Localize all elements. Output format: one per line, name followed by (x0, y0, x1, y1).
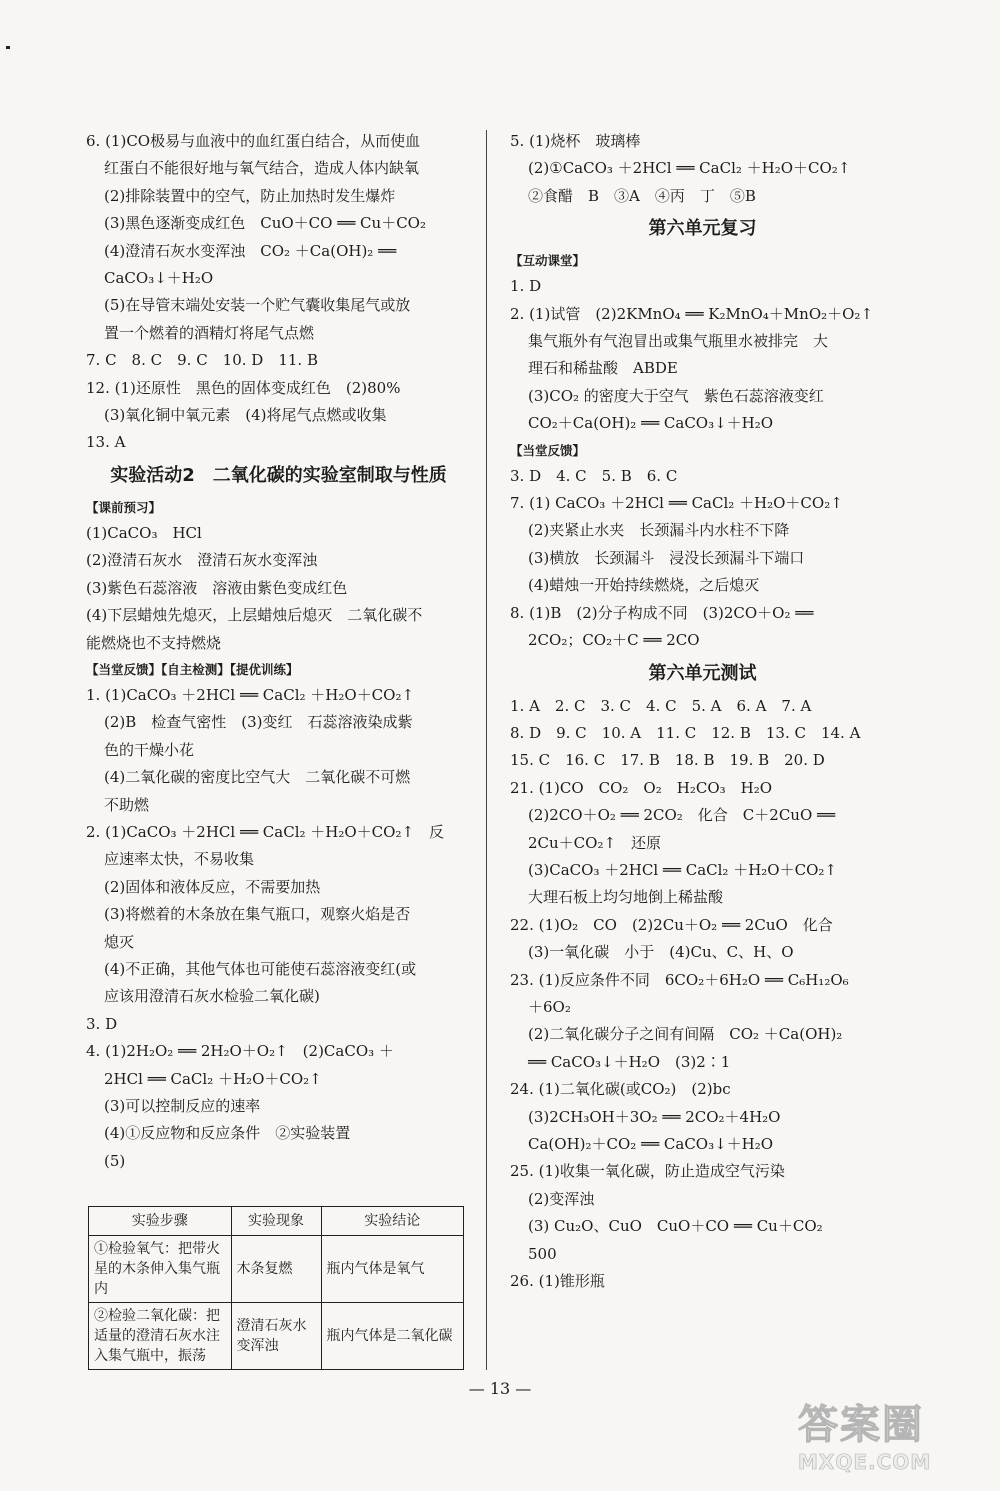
table-header: 实验结论 (321, 1207, 464, 1236)
answer-line: (3)CO₂ 的密度大于空气 紫色石蕊溶液变红 (528, 386, 824, 405)
table-header: 实验步骤 (89, 1207, 232, 1236)
left-column (86, 128, 471, 1175)
answer-line: (2)2CO＋O₂ ══ 2CO₂ 化合 C＋2CuO ══ (528, 806, 836, 825)
answer-line: 色的干燥小花 (104, 740, 195, 759)
answer-line: (3)可以控制反应的速率 (104, 1097, 261, 1115)
answer-line: 8. D 9. C 10. A 11. C 12. B 13. C 14. A (510, 723, 861, 742)
answer-line: CaCO₃↓＋H₂O (104, 269, 214, 288)
answer-line: (2)排除装置中的空气，防止加热时发生爆炸 (104, 186, 396, 205)
answer-line: 8. (1)B (2)分子构成不同 (3)2CO＋O₂ ══ (510, 603, 814, 622)
answer-line: (3)黑色逐渐变成红色 CuO＋CO ══ Cu＋CO₂ (104, 214, 426, 233)
watermark-logo (798, 1393, 978, 1481)
watermark-url: MXQE.COM (798, 1450, 932, 1474)
answer-line: 2Cu＋CO₂↑ 还原 (528, 833, 662, 852)
answer-line: ＋6O₂ (528, 997, 571, 1016)
answer-line: 21. (1)CO CO₂ O₂ H₂CO₃ H₂O (510, 778, 773, 797)
answer-line: 7. (1) CaCO₃ ＋2HCl ══ CaCl₂ ＋H₂O＋CO₂↑ (510, 494, 843, 513)
answer-line: 26. (1)锥形瓶 (510, 1272, 605, 1291)
table-header-row (89, 1207, 464, 1236)
answer-line: CO₂＋Ca(OH)₂ ══ CaCO₃↓＋H₂O (528, 414, 774, 433)
answer-line: 4. (1)2H₂O₂ ══ 2H₂O＋O₂↑ (2)CaCO₃ ＋ (86, 1042, 394, 1061)
answer-line: (3)将燃着的木条放在集气瓶口，观察火焰是否 (104, 905, 411, 924)
answer-line: 500 (528, 1244, 557, 1263)
answer-line: ══ CaCO₃↓＋H₂O (3)2∶1 (528, 1052, 731, 1071)
answer-line: 3. D 4. C 5. B 6. C (510, 466, 678, 485)
answer-line: (4)澄清石灰水变浑浊 CO₂ ＋Ca(OH)₂ ══ (104, 241, 397, 260)
answer-line: (2)B 检查气密性 (3)变红 石蕊溶液染成紫 (104, 713, 413, 732)
section-label: 【当堂反馈】【自主检测】【提优训练】 (86, 661, 299, 677)
answer-line: ②食醋 B ③A ④丙 丁 ⑤B (528, 186, 756, 205)
answer-line: 23. (1)反应条件不同 6CO₂＋6H₂O ══ C₆H₁₂O₆ (510, 970, 849, 989)
answer-line: 理石和稀盐酸 ABDE (528, 359, 678, 378)
answer-line: 不助燃 (104, 795, 150, 814)
watermark-title: 答案圈 (798, 1402, 924, 1448)
answer-line: 1. A 2. C 3. C 4. C 5. A 6. A 7. A (510, 696, 812, 715)
answer-line: (4)①反应物和反应条件 ②实验装置 (104, 1124, 351, 1143)
answer-line: (3) Cu₂O、CuO CuO＋CO ══ Cu＋CO₂ (528, 1217, 823, 1236)
answer-line: 熄灭 (104, 932, 135, 951)
experiment-table (88, 1206, 464, 1370)
answer-line: 15. C 16. C 17. B 18. B 19. B 20. D (510, 751, 825, 770)
section-heading: 第六单元复习 (648, 218, 757, 240)
right-column (510, 128, 895, 1295)
answer-line: (4)不正确，其他气体也可能使石蕊溶液变红(或 (104, 959, 417, 978)
answer-line: (4)下层蜡烛先熄灭，上层蜡烛后熄灭 二氧化碳不 (86, 606, 423, 625)
answer-line: 1. D (510, 277, 542, 296)
answer-line: (2)二氧化碳分子之间有间隔 CO₂ ＋Ca(OH)₂ (528, 1025, 843, 1044)
answer-line: (5) (104, 1151, 126, 1170)
section-heading: 实验活动2 二氧化碳的实验室制取与性质 (110, 464, 447, 486)
table-cell: 瓶内气体是氧气 (321, 1236, 464, 1303)
table-cell: 木条复燃 (231, 1236, 321, 1303)
answer-line: 7. C 8. C 9. C 10. D 11. B (86, 351, 318, 370)
section-label: 【当堂反馈】 (510, 442, 586, 458)
table-cell: ②检验二氧化碳：把适量的澄清石灰水注入集气瓶中，振荡 (89, 1303, 232, 1370)
answer-line: 5. (1)烧杯 玻璃棒 (510, 132, 641, 150)
answer-line: 13. A (86, 433, 126, 452)
page-number: — 13 — (468, 1379, 532, 1398)
answer-line: (2)①CaCO₃ ＋2HCl ══ CaCl₂ ＋H₂O＋CO₂↑ (528, 159, 851, 178)
answer-line: 25. (1)收集一氧化碳，防止造成空气污染 (510, 1162, 785, 1181)
answer-line: 22. (1)O₂ CO (2)2Cu＋O₂ ══ 2CuO 化合 (510, 915, 833, 934)
answer-line: (1)CaCO₃ HCl (86, 523, 202, 542)
answer-line: 6. (1)CO极易与血液中的血红蛋白结合，从而使血 (86, 132, 421, 150)
table-header: 实验现象 (231, 1207, 321, 1236)
table-row (89, 1303, 464, 1370)
section-heading: 第六单元测试 (648, 662, 757, 684)
answer-line: (3)一氧化碳 小于 (4)Cu、C、H、O (528, 943, 794, 962)
answer-line: (2)澄清石灰水 澄清石灰水变浑浊 (86, 551, 318, 570)
answer-line: (2)夹紧止水夹 长颈漏斗内水柱不下降 (528, 521, 790, 540)
answer-line: 2. (1)试管 (2)2KMnO₄ ══ K₂MnO₄＋MnO₂＋O₂↑ (510, 304, 874, 323)
answer-line: 3. D (86, 1014, 118, 1033)
answer-line: 2CO₂；CO₂＋C ══ 2CO (528, 631, 700, 650)
answer-line: (5)在导管末端处安装一个贮气囊收集尾气或放 (104, 296, 411, 315)
answer-line: 2HCl ══ CaCl₂ ＋H₂O＋CO₂↑ (104, 1069, 322, 1088)
section-label: 【课前预习】 (86, 499, 162, 515)
answer-line: 置一个燃着的酒精灯将尾气点燃 (104, 323, 315, 342)
answer-line: (3)横放 长颈漏斗 浸没长颈漏斗下端口 (528, 548, 805, 567)
answer-line: (2)变浑浊 (528, 1189, 595, 1208)
answer-line: 红蛋白不能很好地与氧气结合，造成人体内缺氧 (104, 159, 420, 178)
table-cell: 瓶内气体是二氧化碳 (321, 1303, 464, 1370)
answer-line: 24. (1)二氧化碳(或CO₂) (2)bc (510, 1080, 731, 1099)
answer-line: (4)二氧化碳的密度比空气大 二氧化碳不可燃 (104, 768, 411, 787)
answer-line: (4)蜡烛一开始持续燃烧，之后熄灭 (528, 576, 760, 595)
answer-line: Ca(OH)₂＋CO₂ ══ CaCO₃↓＋H₂O (528, 1135, 774, 1153)
answer-line: 12. (1)还原性 黑色的固体变成红色 (2)80% (86, 378, 401, 397)
table-cell: ①检验氧气：把带火星的木条伸入集气瓶内 (89, 1236, 232, 1303)
answer-line: (2)固体和液体反应，不需要加热 (104, 877, 321, 896)
answer-line: (3)氧化铜中氧元素 (4)将尾气点燃或收集 (104, 406, 387, 425)
corner-mark (6, 46, 10, 49)
answer-line: 应速率太快，不易收集 (104, 850, 255, 869)
section-label: 【互动课堂】 (510, 253, 586, 269)
answer-line: (3)紫色石蕊溶液 溶液由紫色变成红色 (86, 578, 348, 597)
column-divider (486, 130, 487, 1370)
answer-line: (3)2CH₃OH＋3O₂ ══ 2CO₂＋4H₂O (528, 1107, 781, 1126)
answer-line: (3)CaCO₃ ＋2HCl ══ CaCl₂ ＋H₂O＋CO₂↑ (528, 860, 837, 879)
table-row (89, 1236, 464, 1303)
table-cell: 澄清石灰水变浑浊 (231, 1303, 321, 1370)
answer-line: 集气瓶外有气泡冒出或集气瓶里水被排完 大 (528, 332, 829, 351)
answer-line: 能燃烧也不支持燃烧 (86, 633, 222, 652)
answer-line: 应该用澄清石灰水检验二氧化碳) (104, 987, 320, 1006)
answer-line: 大理石板上均匀地倒上稀盐酸 (528, 888, 724, 907)
answer-line: 1. (1)CaCO₃ ＋2HCl ══ CaCl₂ ＋H₂O＋CO₂↑ (86, 685, 415, 704)
answer-line: 2. (1)CaCO₃ ＋2HCl ══ CaCl₂ ＋H₂O＋CO₂↑ 反 (86, 822, 445, 841)
